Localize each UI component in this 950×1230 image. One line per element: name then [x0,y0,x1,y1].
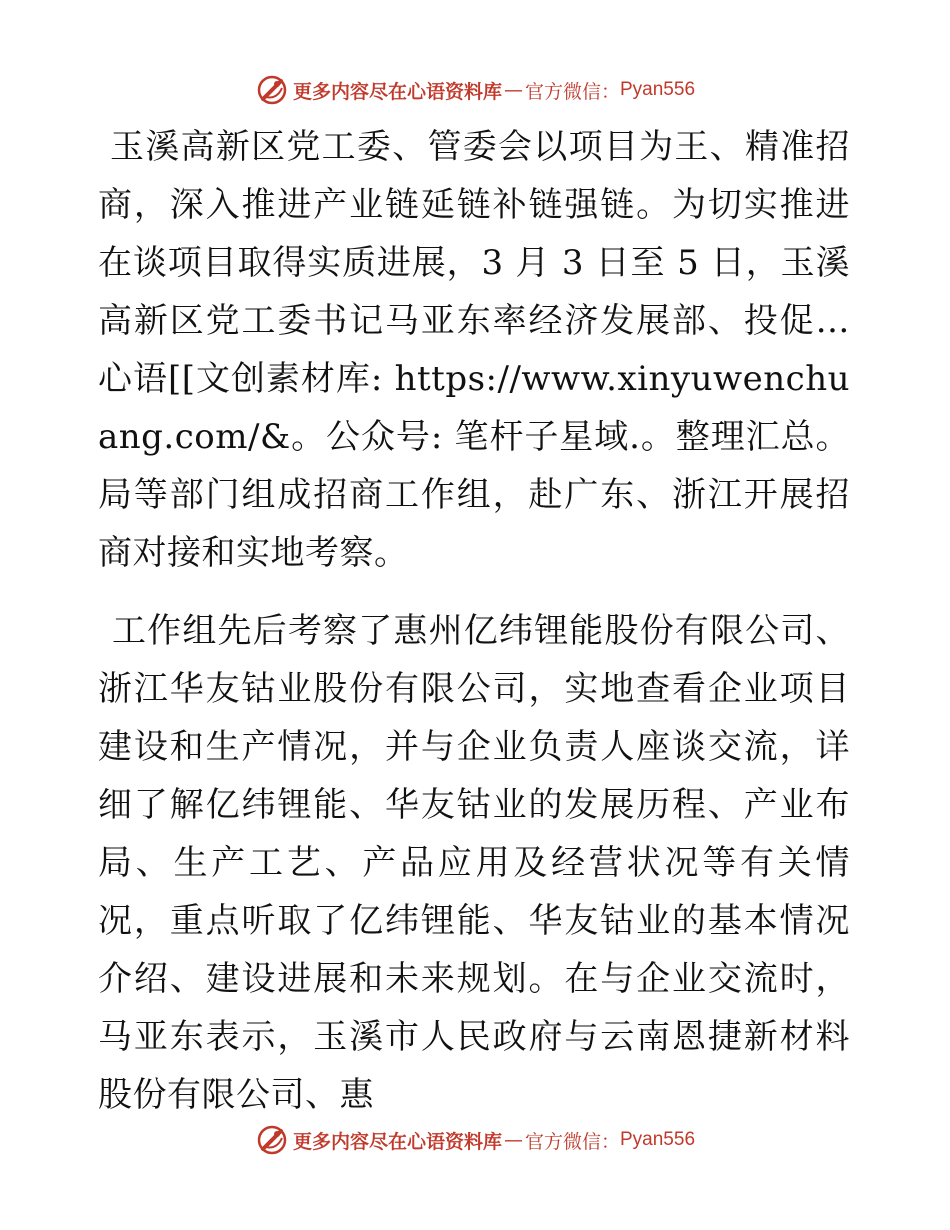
banner-wechat-label: 官方微信： [524,80,620,103]
banner-wechat-id: Pyan556 [620,1129,696,1150]
footer-banner [0,1120,950,1160]
banner-brand-text: 更多内容尽在心语资料库 [292,1130,502,1153]
banner-wechat-id: Pyan556 [620,79,696,100]
banner-brand-text: 更多内容尽在心语资料库 [292,80,502,103]
banner-separator: — [503,79,523,101]
banner-separator: — [503,1129,523,1151]
paragraph-1: 玉溪高新区党工委、管委会以项目为王、精准招商，深入推进产业链延链补链强链。为切实推进在谈项目取得实质进展，3 月 3 日至 5 日，玉溪高新区党工委书记马亚东率经济发展部、投促…心语[[文创素材库: https://www.xinyuwenchuang.com/&。公众号: 笔杆子星域.。整理汇总。局等部门组成招商工作组，赴广东、浙江开展招商对接和实地考察。 [98,127,850,573]
banner-wechat-label: 官方微信： [524,1130,620,1153]
header-banner [0,70,950,110]
document-body [98,118,850,1144]
brand-logo-icon [255,73,289,107]
paragraph-2: 工作组先后考察了惠州亿纬锂能股份有限公司、浙江华友钴业股份有限公司，实地查看企业项目建设和生产情况，并与企业负责人座谈交流，详细了解亿纬锂能、华友钴业的发展历程、产业布局、生产工艺、产品应用及经营状况等有关情况，重点听取了亿纬锂能、华友钴业的基本情况介绍、建设进展和未来规划。在与企业交流时，马亚东表示，玉溪市人民政府与云南恩捷新材料股份有限公司、惠 [98,611,850,1115]
brand-logo-icon [255,1123,289,1157]
